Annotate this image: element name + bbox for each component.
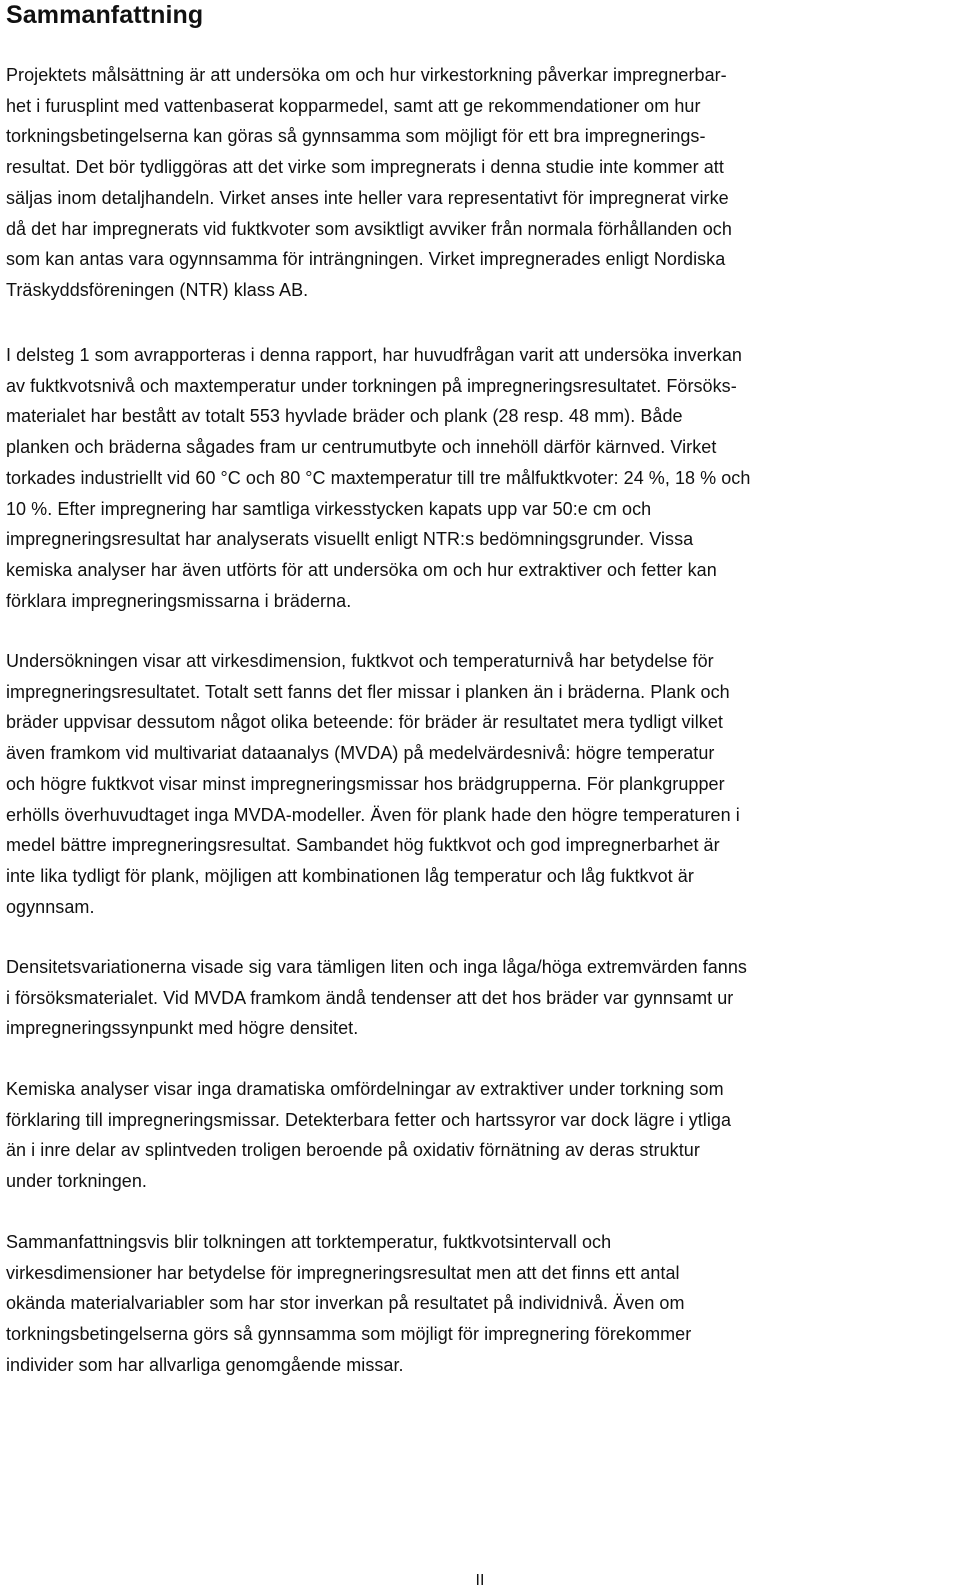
text-line: än i inre delar av splintveden troligen beroende på oxidativ förnätning av deras struktur <box>6 1140 700 1161</box>
text-line: impregneringssynpunkt med högre densitet. <box>6 1018 359 1039</box>
page-title: Sammanfattning <box>6 1 204 29</box>
text-line: inte lika tydligt för plank, möjligen att kombinationen låg temperatur och låg fuktkvot är <box>6 865 694 886</box>
document-page <box>6 0 946 1375</box>
text-line: resultat. Det bör tydliggöras att det virke som impregnerats i denna studie inte kommer att <box>6 157 724 178</box>
text-line: planken och bräderna sågades fram ur centrumutbyte och innehöll därför kärnved. Virket <box>6 437 717 458</box>
text-line: bräder uppvisar dessutom något olika beteende: för bräder är resultatet mera tydligt vilket <box>6 712 723 733</box>
text-line: förklaring till impregneringsmissar. Detekterbara fetter och hartssyror var dock lägre i ytliga <box>6 1109 732 1130</box>
text-line: medel bättre impregneringsresultat. Sambandet hög fuktkvot och god impregnerbarhet är <box>6 835 720 856</box>
summary-paragraph-5 <box>6 1074 731 1197</box>
page-number: II <box>475 1572 485 1589</box>
text-line: virkesdimensioner har betydelse för impregneringsresultat men att det finns ett antal <box>6 1262 680 1283</box>
text-line: kemiska analyser har även utförts för att undersöka om och hur extraktiver och fetter kan <box>6 559 717 580</box>
text-line: impregneringsresultat har analyserats visuellt enligt NTR:s bedömningsgrunder. Vissa <box>6 529 694 550</box>
text-line: torkningsbetingelserna görs så gynnsamma som möjligt för impregnering förekommer <box>6 1324 692 1345</box>
summary-paragraph-4 <box>6 952 747 1044</box>
text-line: het i furusplint med vattenbaserat kopparmedel, samt att ge rekommendationer om hur <box>6 95 701 116</box>
text-line: 10 %. Efter impregnering har samtliga virkesstycken kapats upp var 50:e cm och <box>6 498 652 519</box>
text-line: Sammanfattningsvis blir tolkningen att torktemperatur, fuktkvotsintervall och <box>6 1232 612 1252</box>
text-line: I delsteg 1 som avrapporteras i denna rapport, har huvudfrågan varit att undersöka inverkan <box>6 345 742 365</box>
text-line: Undersökningen visar att virkesdimension, fuktkvot och temperaturnivå har betydelse för <box>6 651 714 671</box>
text-line: Projektets målsättning är att undersöka om och hur virkestorkning påverkar impregnerbar- <box>6 65 727 85</box>
text-line: och högre fuktkvot visar minst impregneringsmissar hos brädgrupperna. För plankgrupper <box>6 773 725 794</box>
text-line: av fuktkvotsnivå och maxtemperatur under torkningen på impregneringsresultatet. Försöks- <box>6 375 737 396</box>
summary-paragraph-6 <box>6 1227 691 1381</box>
text-line: Träskyddsföreningen (NTR) klass AB. <box>6 279 309 300</box>
text-line: impregneringsresultatet. Totalt sett fanns det fler missar i planken än i bräderna. Plank och <box>6 681 730 702</box>
text-line: torkningsbetingelserna kan göras så gynnsamma som möjligt för ett bra impregnerings- <box>6 126 706 147</box>
summary-paragraph-3 <box>6 646 740 922</box>
text-line: i försöksmaterialet. Vid MVDA framkom ändå tendenser att det hos bräder var gynnsamt ur <box>6 987 734 1008</box>
text-line: individer som har allvarliga genomgående missar. <box>6 1354 404 1375</box>
text-line: materialet har bestått av totalt 553 hyvlade bräder och plank (28 resp. 48 mm). Både <box>6 406 683 427</box>
text-line: ogynnsam. <box>6 896 95 917</box>
text-line: säljas inom detaljhandeln. Virket anses inte heller vara representativt för impregnerat virke <box>6 187 729 208</box>
text-line: Densitetsvariationerna visade sig vara tämligen liten och inga låga/höga extremvärden fanns <box>6 957 747 977</box>
text-line: även framkom vid multivariat dataanalys (MVDA) på medelvärdesnivå: högre temperatur <box>6 743 715 764</box>
text-line: som kan antas vara ogynnsamma för inträngningen. Virket impregnerades enligt Nordiska <box>6 249 726 270</box>
text-line: Kemiska analyser visar inga dramatiska omfördelningar av extraktiver under torkning som <box>6 1079 724 1099</box>
text-line: förklara impregneringsmissarna i bräderna. <box>6 590 352 611</box>
text-line: då det har impregnerats vid fuktkvoter som avsiktligt avviker från normala förhållanden och <box>6 218 732 239</box>
text-line: torkades industriellt vid 60 °C och 80 °C maxtemperatur till tre målfuktkvoter: 24 %, 18 % och <box>6 467 751 488</box>
text-line: under torkningen. <box>6 1171 147 1192</box>
text-line: erhölls överhuvudtaget inga MVDA-modeller. Även för plank hade den högre temperaturen i <box>6 804 740 825</box>
summary-paragraph-1 <box>6 60 732 306</box>
text-line: okända materialvariabler som har stor inverkan på resultatet på individnivå. Även om <box>6 1293 685 1314</box>
summary-paragraph-2 <box>6 340 750 616</box>
